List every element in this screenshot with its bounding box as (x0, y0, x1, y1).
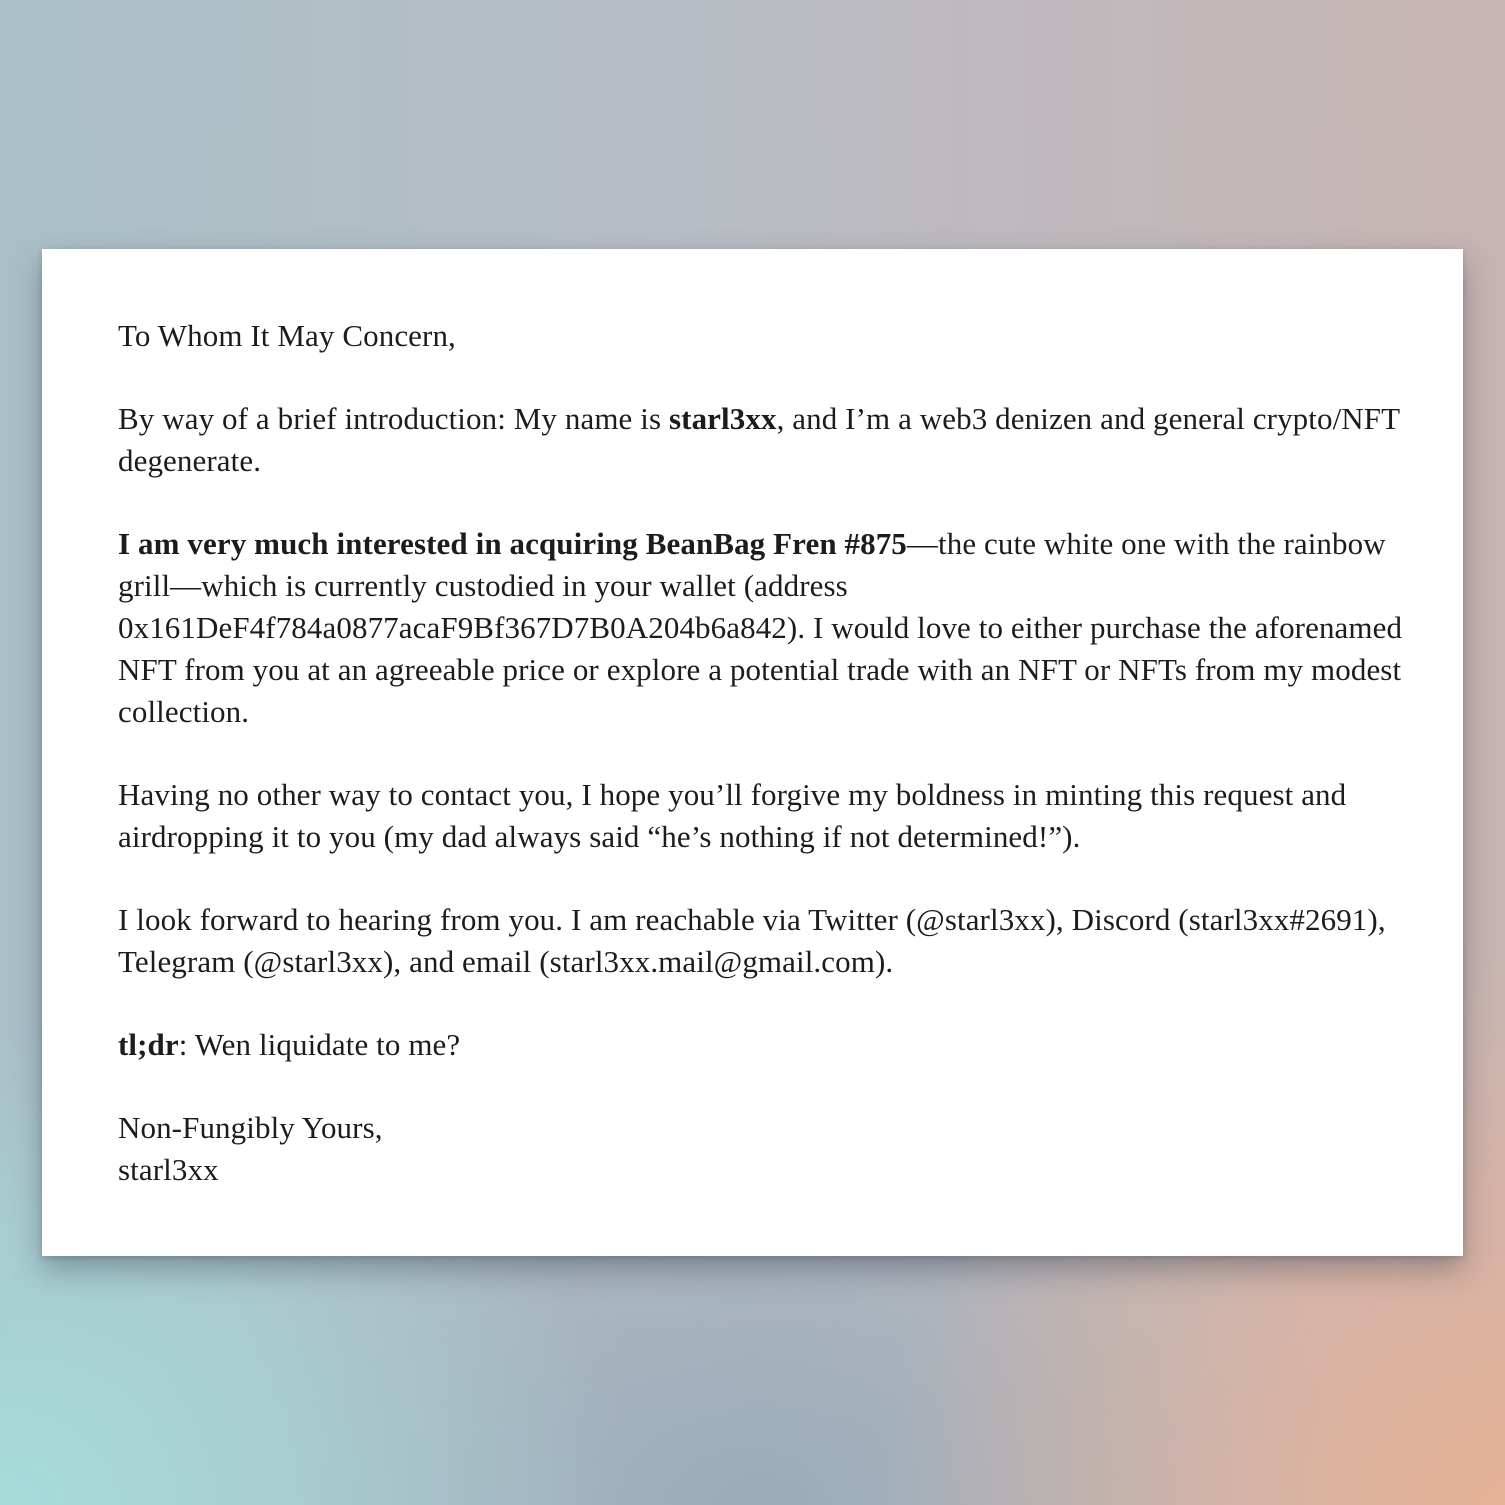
intro-text-after: , and I’m a web3 denizen and general crypto/NFT degenerate. (118, 401, 1400, 478)
letter-card (42, 249, 1463, 1256)
intro-text-before: By way of a brief introduction: My name is (118, 401, 669, 436)
signature: starl3xx (118, 1152, 219, 1187)
tldr-text: : Wen liquidate to me? (178, 1027, 461, 1062)
intro-author-name: starl3xx (669, 401, 777, 436)
tldr-paragraph (118, 1024, 1403, 1066)
tldr-label: tl;dr (118, 1027, 179, 1062)
intro-paragraph (118, 398, 1403, 482)
interest-paragraph (118, 523, 1403, 733)
interest-text: —the cute white one with the rainbow grill—which is currently custodied in your wallet (address 0x161DeF4f784a0877acaF9Bf367D7B0A204b6a842). I would love to either purchase the aforenamed NFT from you at an agreeable price or explore a potential trade with an NFT or NFTs from my modest collection. (118, 526, 1403, 729)
contact-paragraph: I look forward to hearing from you. I am reachable via Twitter (@starl3xx), Discord (starl3xx#2691), Telegram (@starl3xx), and email (starl3xx.mail@gmail.com). (118, 902, 1386, 979)
closing-line: Non-Fungibly Yours, (118, 1110, 383, 1145)
apology-paragraph: Having no other way to contact you, I hope you’ll forgive my boldness in minting this request and airdropping it to you (my dad always said “he’s nothing if not determined!”). (118, 777, 1347, 854)
letter-body (118, 315, 1403, 1191)
interest-lead: I am very much interested in acquiring BeanBag Fren #875 (118, 526, 907, 561)
salutation: To Whom It May Concern, (118, 318, 456, 353)
sign-off (118, 1107, 1403, 1191)
